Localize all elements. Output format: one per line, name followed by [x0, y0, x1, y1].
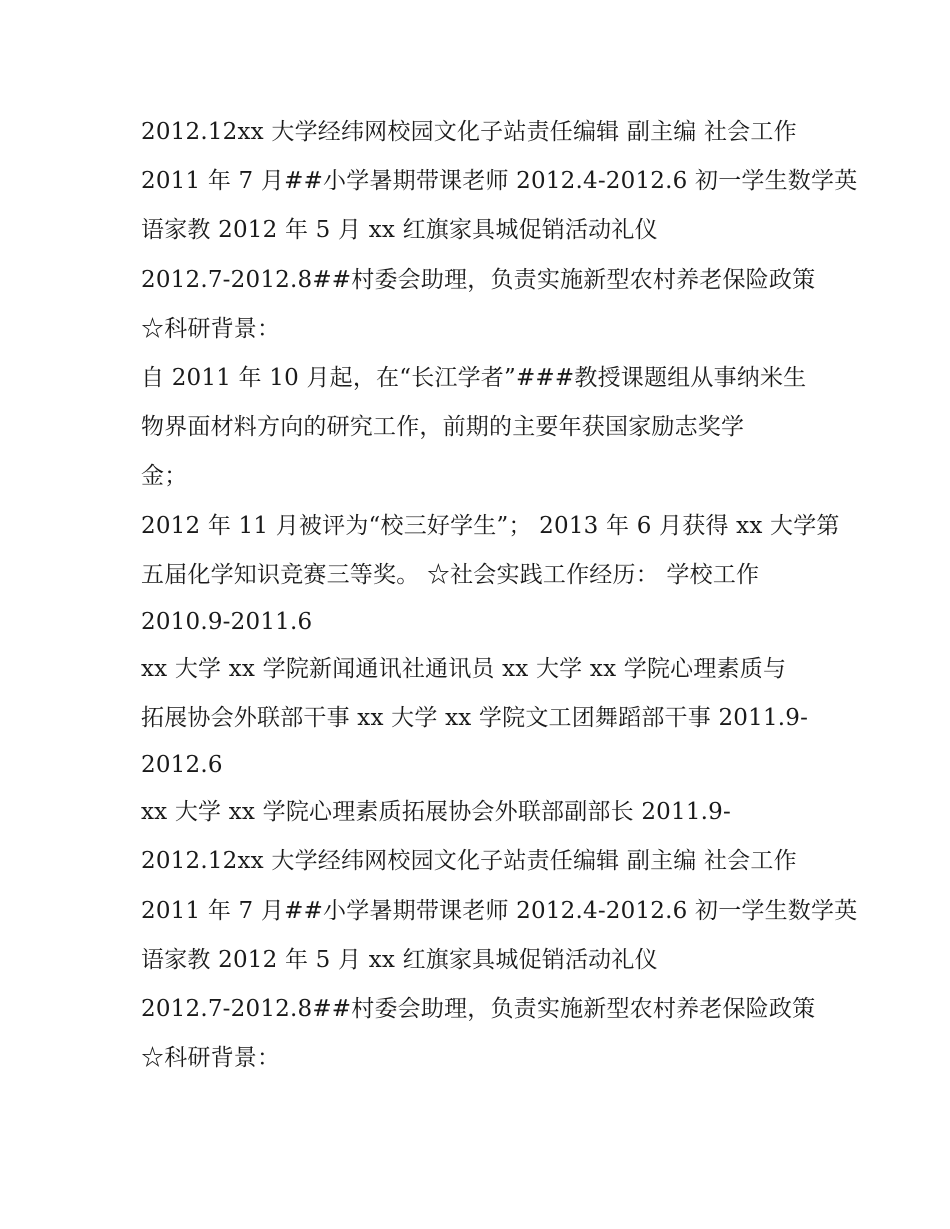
text-line: 五届化学知识竞赛三等奖。 ☆社会实践工作经历： 学校工作 [141, 561, 760, 588]
text-line: 语家教 2012 年 5 月 xx 红旗家具城促销活动礼仪 [141, 946, 658, 973]
text-line: 拓展协会外联部干事 xx 大学 xx 学院文工团舞蹈部干事 2011.9- [141, 705, 809, 732]
text-line: xx 大学 xx 学院心理素质拓展协会外联部副部长 2011.9- [141, 799, 731, 826]
text-line: xx 大学 xx 学院新闻通讯社通讯员 xx 大学 xx 学院心理素质与 [141, 655, 787, 682]
section-heading-research: ☆科研背景： [141, 1045, 281, 1072]
text-line: 2012.7-2012.8##村委会助理，负责实施新型农村养老保险政策 [141, 266, 816, 293]
text-line: 2012.7-2012.8##村委会助理，负责实施新型农村养老保险政策 [141, 996, 816, 1022]
text-line: 2012.12xx 大学经纬网校园文化子站责任编辑 副主编 社会工作 [141, 848, 797, 875]
text-line: 语家教 2012 年 5 月 xx 红旗家具城促销活动礼仪 [141, 217, 658, 244]
text-line: 2010.9-2011.6 [141, 608, 313, 635]
text-line: 2011 年 7 月##小学暑期带课老师 2012.4-2012.6 初一学生数学英 [141, 897, 858, 924]
text-line: 2011 年 7 月##小学暑期带课老师 2012.4-2012.6 初一学生数学英 [141, 168, 858, 195]
text-line: 物界面材料方向的研究工作，前期的主要年获国家励志奖学 [141, 414, 745, 441]
text-line: 自 2011 年 10 月起，在“长江学者”###教授课题组从事纳米生 [141, 364, 807, 391]
text-line: 金； [141, 463, 188, 490]
text-line: 2012.6 [141, 752, 223, 779]
text-line: 2012 年 11 月被评为“校三好学生”； 2013 年 6 月获得 xx 大学第 [141, 512, 840, 539]
text-line: 2012.12xx 大学经纬网校园文化子站责任编辑 副主编 社会工作 [141, 119, 797, 145]
section-heading-research: ☆科研背景： [141, 315, 281, 342]
document-body [141, 108, 858, 1083]
